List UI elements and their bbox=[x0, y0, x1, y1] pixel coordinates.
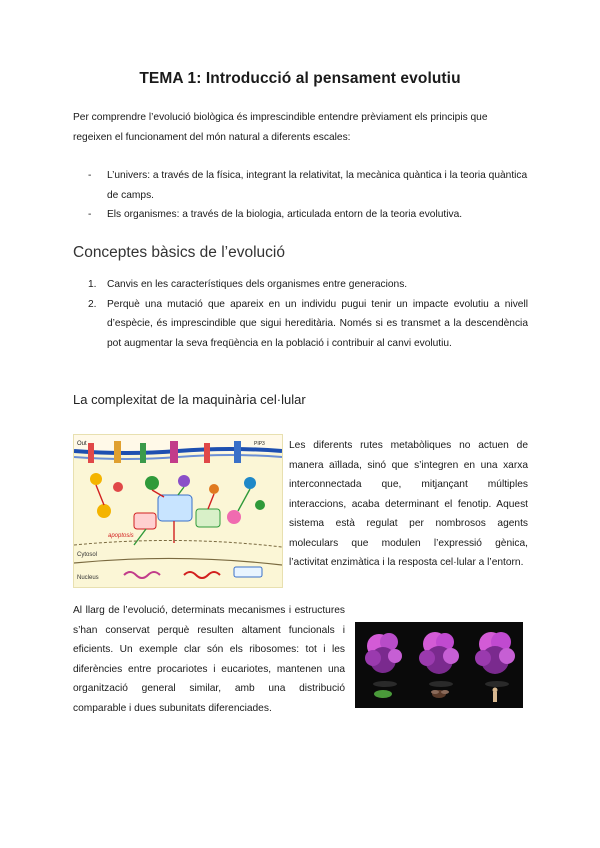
ribosome-figure bbox=[355, 622, 523, 708]
item-number: 2. bbox=[88, 298, 97, 310]
ribosome-diagram bbox=[355, 622, 523, 708]
label-out: Out bbox=[77, 441, 87, 447]
cell-pathway-figure bbox=[73, 434, 283, 588]
numbered-item bbox=[88, 295, 528, 354]
intro-paragraph: Per comprendre l’evolució biològica és imprescindible entendre prèviament els principis que regeixen el funcionament del món natural a diferents escales: bbox=[73, 112, 488, 143]
ribosome-paragraph: Al llarg de l’evolució, determinats mecanismes i estructures s’han conservat perquè resulten altament funcionals i eficients. Un exemple clar són els ribosomes: tot i les diferències entre procariotes i eucariotes, mantenen una organització general similar, amb una distribució comparable i dues subunitats diferenciades. bbox=[73, 605, 345, 714]
bullet-list bbox=[88, 166, 528, 225]
section-heading: Conceptes bàsics de l’evolució bbox=[73, 244, 285, 261]
metabolic-network-paragraph: Les diferents rutes metabòliques no actuen de manera aïllada, sinó que s’integren en una xarxa interconnectada que, mitjançant múltiples interaccions, acaba determinant el fenotip. Aquest sistema està regulat per nombrosos agents moleculars que modulen l’expressió gènica, l’activitat enzimàtica i la resposta cel·lular a l’entorn. bbox=[289, 440, 528, 568]
item-number: 1. bbox=[88, 279, 97, 290]
label-cytosol: Cytosol bbox=[77, 552, 98, 558]
label-membrane: PIP3 bbox=[254, 441, 265, 447]
bullet-text: L’univers: a través de la física, integrant la relativitat, la mecànica quàntica i la teoria quàntica de camps. bbox=[107, 170, 528, 201]
item-text: Canvis en les característiques dels organismes entre generacions. bbox=[107, 279, 408, 290]
numbered-item bbox=[88, 275, 528, 295]
bullet-dash: - bbox=[88, 209, 92, 220]
document-title: TEMA 1: Introducció al pensament evolutiu bbox=[139, 70, 461, 87]
bullet-text: Els organismes: a través de la biologia, articulada entorn de la teoria evolutiva. bbox=[107, 209, 463, 220]
cell-pathway-diagram bbox=[74, 435, 282, 587]
bullet-item bbox=[88, 205, 528, 225]
numbered-list bbox=[88, 275, 528, 353]
label-apoptosis: apoptosis bbox=[108, 533, 134, 539]
label-nucleus: Nucleus bbox=[77, 575, 99, 581]
subheading: La complexitat de la maquinària cel·lular bbox=[73, 392, 306, 407]
bullet-dash: - bbox=[88, 170, 92, 181]
item-text: Perquè una mutació que apareix en un individu pugui tenir un impacte evolutiu a nivell d’espècie, és imprescindible que sigui hereditària. Només si es transmet a la descendència pot augmentar la seva freqüència en la població i contribuir al canvi evolutiu. bbox=[107, 298, 528, 349]
bullet-item bbox=[88, 166, 528, 205]
